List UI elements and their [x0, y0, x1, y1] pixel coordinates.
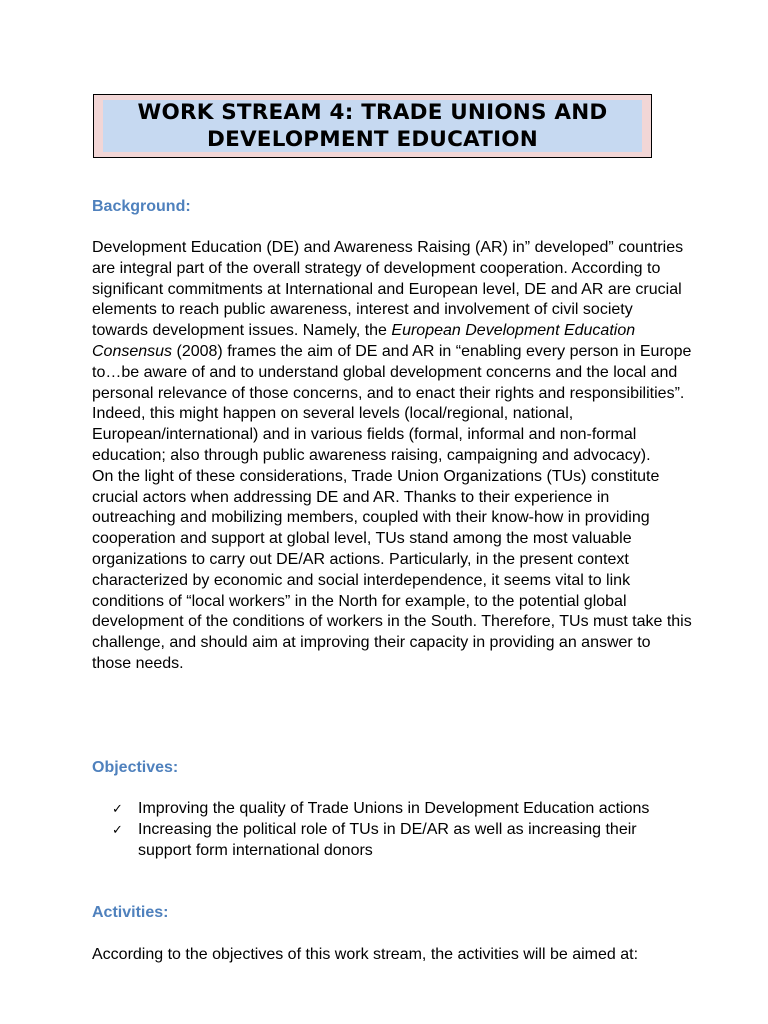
title-line-1: WORK STREAM 4: TRADE UNIONS AND [137, 100, 608, 125]
title-line-2: DEVELOPMENT EDUCATION [207, 127, 538, 152]
list-item: ✓ Improving the quality of Trade Unions in Development Education actions [112, 799, 692, 820]
checkmark-icon: ✓ [112, 821, 123, 837]
background-paragraph-2: On the light of these considerations, Trade Union Organizations (TUs) constitute crucial actors when addressing DE and AR. Thanks to their experience in outreaching and mobilizing members, coupled with their know-how in providing cooperation and support at global level, TUs stand among the most valuable organizations to carry out DE/AR actions. Particularly, in the present context characterized by economic and social interdependence, it seems vital to link conditions of “local workers” in the North for example, to the potential global development of the conditions of workers in the South. Therefore, TUs must take this challenge, and should aim at improving their capacity in providing an answer to those needs. [92, 467, 692, 672]
background-paragraph-1: Development Education (DE) and Awareness Raising (AR) in” developed” countries are integral part of the overall strategy of development cooperation. According to significant commitments at International and European level, DE and AR are crucial elements to reach public awareness, interest and involvement of civil society towards development issues. Namely, the European Development Education Consensus (2008) frames the aim of DE and AR in “enabling every person in Europe to…be aware of and to understand global development concerns and the local and personal relevance of those concerns, and to enact their rights and responsibilities”. Indeed, this might happen on several levels (local/regional, national, European/international) and in various fields (formal, informal and non-formal education; also through public awareness raising, campaigning and advocacy). [92, 239, 692, 464]
list-item: ✓ Increasing the political role of TUs in DE/AR as well as increasing their support form international donors [112, 820, 637, 859]
checkmark-icon: ✓ [112, 801, 123, 816]
consensus-title: European Development Education Consensus [92, 322, 636, 360]
title-inner [103, 100, 642, 152]
objectives-list [112, 799, 692, 861]
objectives-heading: Objectives: [92, 759, 179, 776]
document-title [138, 99, 608, 153]
activities-intro: According to the objectives of this work stream, the activities will be aimed at: [92, 946, 639, 963]
title-box [93, 94, 652, 158]
activities-heading: Activities: [92, 904, 169, 921]
background-heading: Background: [92, 198, 191, 215]
background-body [92, 238, 692, 675]
